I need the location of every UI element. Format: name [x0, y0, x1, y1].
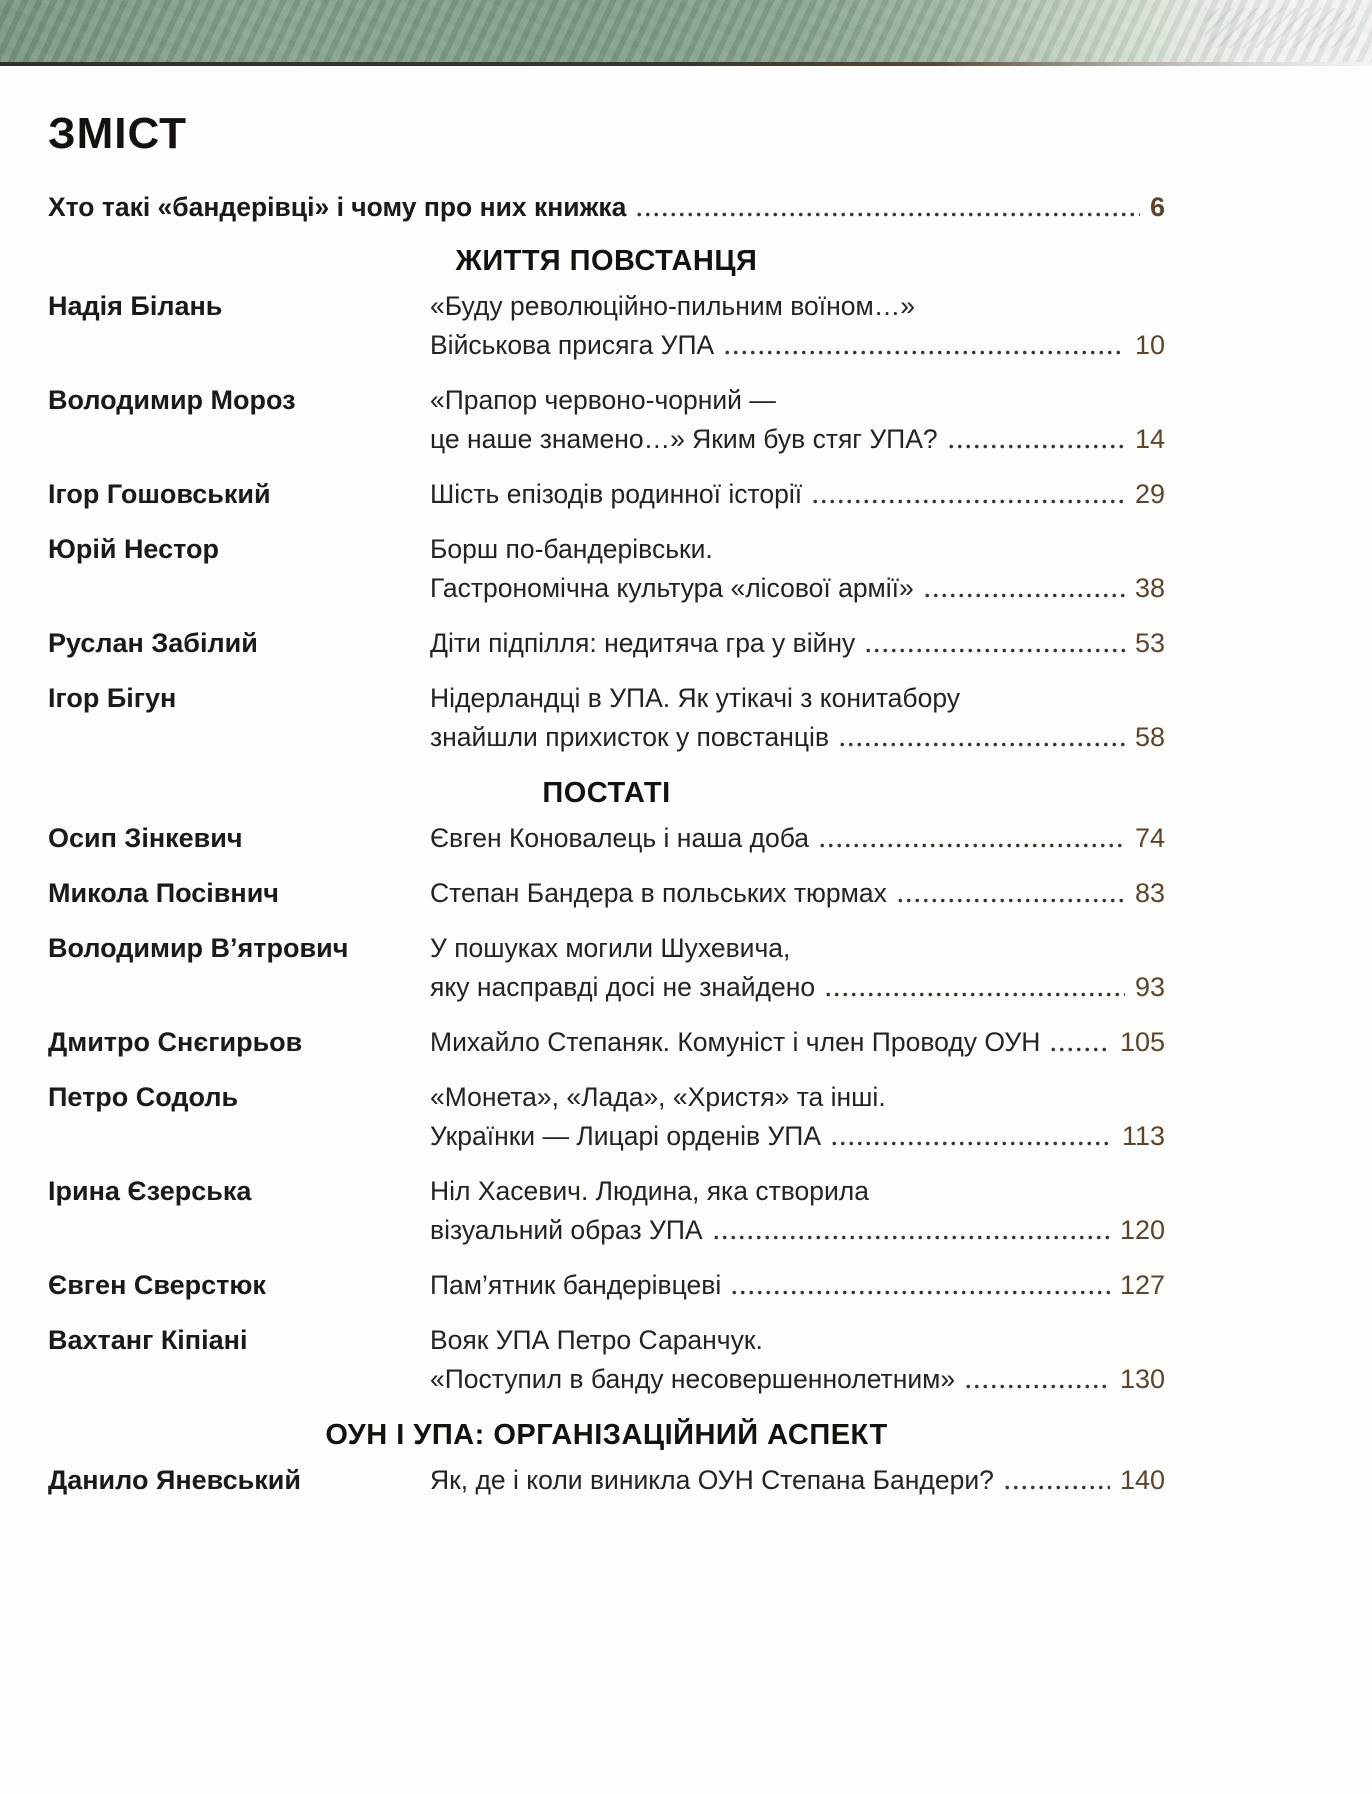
entry-author: Ігор Бігун [48, 683, 177, 713]
entry-title-line [430, 381, 1165, 420]
entry-title-text: Степан Бандера в польських тюрмах [430, 878, 887, 908]
entry-author: Петро Содоль [48, 1082, 239, 1112]
page-number: 14 [1134, 424, 1165, 454]
entry-author: Ірина Єзерська [48, 1176, 252, 1206]
page-number: 93 [1134, 972, 1165, 1002]
page-number: 113 [1121, 1121, 1165, 1151]
toc-sections [48, 241, 1165, 1500]
entry-author: Данило Яневський [48, 1465, 301, 1495]
entry-title-text: «Прапор червоно-чорний — [430, 385, 776, 415]
entry-title-text: це наше знамено…» Яким був стяг УПА? [430, 424, 938, 454]
scanned-cover-band [0, 0, 1372, 62]
entry-title-text: Пам’ятник бандерівцеві [430, 1270, 722, 1300]
page-number: 83 [1134, 878, 1165, 908]
entry-author: Володимир Мороз [48, 385, 296, 415]
dotted-leader [830, 1117, 1112, 1156]
dotted-leader [838, 718, 1125, 757]
entry-title-text: Михайло Степаняк. Комуніст і член Проводу ОУН [430, 1027, 1041, 1057]
entry-title-line [430, 1078, 1165, 1117]
entry-lines [430, 1078, 1165, 1156]
page-number: 130 [1119, 1364, 1165, 1394]
toc-entry [48, 1023, 1165, 1062]
dotted-leader [712, 1211, 1110, 1250]
toc-entry [48, 287, 1165, 365]
entry-title-text: Шість епізодів родинної історії [430, 479, 803, 509]
toc-entry [48, 1321, 1165, 1399]
page-number: 53 [1134, 628, 1165, 658]
page-number: 58 [1134, 722, 1165, 752]
toc-entry [48, 929, 1165, 1007]
entry-title-text: Військова присяга УПА [430, 330, 715, 360]
entry-author: Євген Сверстюк [48, 1270, 266, 1300]
dotted-leader [923, 569, 1125, 608]
entry-title-line [430, 968, 1165, 1007]
section-heading: ОУН І УПА: ОРГАНІЗАЦІЙНИЙ АСПЕКТ [325, 1419, 888, 1451]
page-number: 29 [1134, 479, 1165, 509]
dotted-leader [824, 968, 1125, 1007]
toc-entry [48, 819, 1165, 858]
entry-title-text: Борш по-бандерівськи. [430, 534, 713, 564]
entry-lines [430, 530, 1165, 608]
entry-title-line [430, 1461, 1165, 1500]
scan-artifact [1205, 8, 1355, 48]
entry-title-text: «Буду революційно-пильним воїном…» [430, 291, 915, 321]
section-heading: ПОСТАТІ [542, 777, 671, 809]
entry-title-text: «Монета», «Лада», «Христя» та інші. [430, 1082, 886, 1112]
toc-entry [48, 624, 1165, 663]
entry-lines [430, 624, 1165, 663]
dotted-leader [818, 819, 1125, 858]
page-number: 120 [1119, 1215, 1165, 1245]
toc-section [48, 241, 1165, 757]
entry-title-line [430, 1023, 1165, 1062]
page-title: ЗМІСТ [48, 109, 187, 158]
entry-title-line [430, 287, 1165, 326]
entry-title-text: знайшли прихисток у повстанців [430, 722, 830, 752]
dotted-leader [896, 874, 1125, 913]
entry-author: Юрій Нестор [48, 534, 219, 564]
entry-title-line [430, 679, 1165, 718]
entry-title-line [430, 929, 1165, 968]
dotted-leader [730, 1266, 1110, 1305]
entry-lines [430, 819, 1165, 858]
dotted-leader [1003, 1461, 1110, 1500]
section-entries [48, 1461, 1165, 1500]
entry-title-line [430, 1117, 1165, 1156]
toc-entry [48, 530, 1165, 608]
entry-title-text: Діти підпілля: недитяча гра у війну [430, 628, 856, 658]
entry-author: Володимир В’ятрович [48, 933, 349, 963]
entry-lines [430, 1321, 1165, 1399]
section-entries [48, 819, 1165, 1399]
entry-title-line [430, 718, 1165, 757]
entry-title-line [430, 530, 1165, 569]
entry-lines [430, 1172, 1165, 1250]
entry-title-text: «Поступил в банду несовершеннолетним» [430, 1364, 956, 1394]
entry-title-text: Українки — Лицарі орденів УПА [430, 1121, 822, 1151]
dotted-leader [947, 420, 1125, 459]
entry-title-text: Нідерландці в УПА. Як утікачі з конитабору [430, 683, 961, 713]
entry-lines [430, 381, 1165, 459]
entry-title-line [430, 1266, 1165, 1305]
entry-author: Осип Зінкевич [48, 823, 243, 853]
entry-title-line [430, 475, 1165, 514]
entry-title-text: У пошуках могили Шухевича, [430, 933, 791, 963]
entry-lines [430, 287, 1165, 365]
page-number: 10 [1134, 330, 1165, 360]
entry-lines [430, 475, 1165, 514]
entry-lines [430, 929, 1165, 1007]
entry-lines [430, 874, 1165, 913]
entry-title-line [430, 624, 1165, 663]
entry-title-line [430, 819, 1165, 858]
toc-entry [48, 1461, 1165, 1500]
entry-title-text: Євген Коновалець і наша доба [430, 823, 810, 853]
entry-title-line [430, 326, 1165, 365]
toc-entry [48, 475, 1165, 514]
entry-title-text: Ніл Хасевич. Людина, яка створила [430, 1176, 869, 1206]
toc-entry [48, 874, 1165, 913]
entry-title-line [430, 1321, 1165, 1360]
page-number: 140 [1119, 1465, 1165, 1495]
page-number: 127 [1119, 1270, 1165, 1300]
entry-title-line [430, 1172, 1165, 1211]
toc-section [48, 773, 1165, 1399]
entry-lines [430, 1461, 1165, 1500]
intro-entry-title: Хто такі «бандерівці» і чому про них книжка [48, 192, 627, 222]
entry-title-text: Вояк УПА Петро Саранчук. [430, 1325, 763, 1355]
dotted-leader [1049, 1023, 1110, 1062]
toc-page [0, 66, 1372, 1516]
entry-lines [430, 1266, 1165, 1305]
dotted-leader [964, 1360, 1110, 1399]
entry-title-line [430, 874, 1165, 913]
entry-author: Надія Білань [48, 291, 223, 321]
entry-title-line [430, 569, 1165, 608]
entry-title-text: Як, де і коли виникла ОУН Степана Бандери? [430, 1465, 994, 1495]
entry-author: Вахтанг Кіпіані [48, 1325, 248, 1355]
entry-lines [430, 679, 1165, 757]
entry-author: Микола Посівнич [48, 878, 279, 908]
page-number: 38 [1134, 573, 1165, 603]
intro-entry [48, 188, 1165, 227]
entry-title-text: Гастрономічна культура «лісової армії» [430, 573, 914, 603]
entry-lines [430, 1023, 1165, 1062]
entry-author: Руслан Забілий [48, 628, 258, 658]
toc-entry [48, 1172, 1165, 1250]
toc-entry [48, 679, 1165, 757]
entry-title-line [430, 1211, 1165, 1250]
toc-section [48, 1415, 1165, 1500]
page-number: 6 [1149, 192, 1165, 222]
dotted-leader [723, 326, 1125, 365]
entry-title-text: візуальний образ УПА [430, 1215, 703, 1245]
dotted-leader [635, 188, 1140, 227]
dotted-leader [864, 624, 1125, 663]
dotted-leader [811, 475, 1125, 514]
toc-entry [48, 381, 1165, 459]
entry-title-line [430, 420, 1165, 459]
entry-title-line [430, 1360, 1165, 1399]
section-heading: ЖИТТЯ ПОВСТАНЦЯ [455, 245, 758, 277]
toc-entry [48, 1078, 1165, 1156]
entry-title-text: яку насправді досі не знайдено [430, 972, 816, 1002]
entry-author: Дмитро Снєгирьов [48, 1027, 303, 1057]
section-entries [48, 287, 1165, 757]
toc-entry [48, 1266, 1165, 1305]
page-number: 105 [1119, 1027, 1165, 1057]
entry-author: Ігор Гошовський [48, 479, 271, 509]
page-number: 74 [1134, 823, 1165, 853]
